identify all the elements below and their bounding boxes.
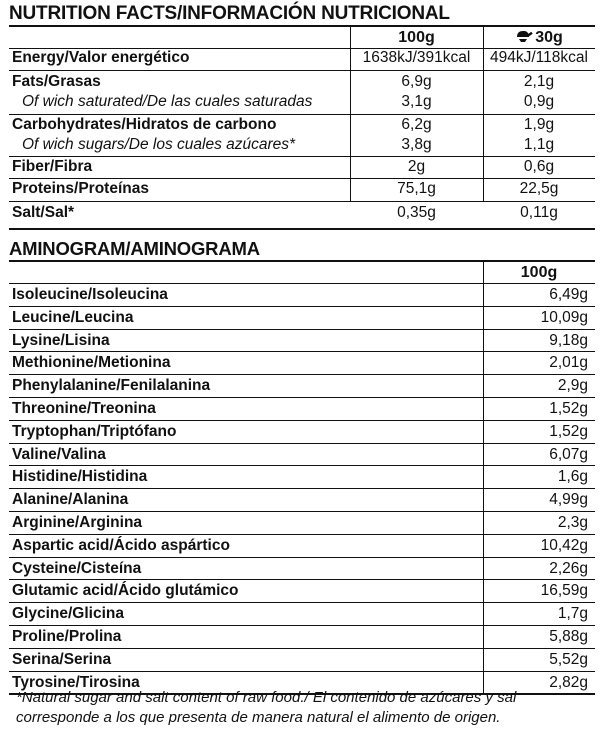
aminogram-row-label: Proline/Prolina bbox=[12, 628, 122, 645]
aminogram-row-label: Glutamic acid/Ácido glutámico bbox=[12, 582, 239, 599]
aminogram-row-divider bbox=[9, 671, 595, 672]
aminogram-row-divider bbox=[9, 306, 595, 307]
aminogram-row-value: 5,52g bbox=[549, 651, 588, 668]
aminogram-row-value: 10,09g bbox=[540, 309, 588, 326]
aminogram-row-value: 2,3g bbox=[557, 514, 588, 531]
aminogram-row-value: 5,88g bbox=[549, 628, 588, 645]
nutrition-row-label: Of wich sugars/De los cuales azúcares* bbox=[22, 136, 296, 153]
aminogram-row-divider bbox=[9, 625, 595, 626]
title-underline bbox=[9, 25, 595, 27]
aminogram-row-label: Tyrosine/Tirosina bbox=[12, 674, 140, 691]
footnote-line1: *Natural sugar and salt content of raw food./ El contenido de azúcares y sal bbox=[16, 689, 517, 706]
nutrition-row-value-30g: 0,11g bbox=[520, 204, 558, 221]
footnote-line2: corresponde a los que presenta de manera natural el alimento de origen. bbox=[16, 709, 501, 726]
aminogram-row-value: 2,82g bbox=[549, 674, 588, 691]
nutrition-row-value-30g: 2,1g bbox=[523, 73, 555, 90]
nutrition-col2-header-text: 30g bbox=[535, 29, 563, 46]
nutrition-row-value-100g: 1638kJ/391kcal bbox=[362, 49, 471, 66]
nutrition-row-value-30g: 1,1g bbox=[523, 136, 555, 153]
aminogram-row-label: Phenylalanine/Fenilalanina bbox=[12, 377, 211, 394]
aminogram-row-value: 1,52g bbox=[549, 423, 588, 440]
aminogram-row-divider bbox=[9, 557, 595, 558]
aminogram-row-label: Alanine/Alanina bbox=[12, 491, 129, 508]
aminogram-row-value: 6,07g bbox=[549, 446, 588, 463]
aminogram-row-divider bbox=[9, 511, 595, 512]
nutrition-row-value-100g: 6,9g bbox=[401, 73, 432, 90]
aminogram-col-header: 100g bbox=[520, 264, 558, 281]
aminogram-row-divider bbox=[9, 443, 595, 444]
nutrition-row-value-30g: 0,9g bbox=[523, 93, 555, 110]
aminogram-row-label: Arginine/Arginina bbox=[12, 514, 143, 531]
aminogram-row-value: 10,42g bbox=[540, 537, 588, 554]
aminogram-col-divider bbox=[483, 262, 484, 693]
aminogram-row-value: 1,6g bbox=[557, 468, 588, 485]
nutrition-row-label: Carbohydrates/Hidratos de carbono bbox=[12, 116, 277, 133]
scoop-icon bbox=[515, 28, 533, 50]
aminogram-row-value: 1,52g bbox=[549, 400, 588, 417]
nutrition-row-value-30g: 1,9g bbox=[523, 116, 555, 133]
aminogram-row-divider bbox=[9, 420, 595, 421]
nutrition-row-divider bbox=[9, 70, 595, 71]
aminogram-row-label: Valine/Valina bbox=[12, 446, 106, 463]
aminogram-row-value: 6,49g bbox=[549, 286, 588, 303]
nutrition-row-label: Energy/Valor energético bbox=[12, 49, 190, 66]
aminogram-row-label: Isoleucine/Isoleucina bbox=[12, 286, 168, 303]
nutrition-row-label: Fats/Grasas bbox=[12, 73, 101, 90]
aminogram-row-divider bbox=[9, 283, 595, 284]
aminogram-row-label: Lysine/Lisina bbox=[12, 332, 110, 349]
aminogram-row-label: Serina/Serina bbox=[12, 651, 112, 668]
nutrition-row-label: Fiber/Fibra bbox=[12, 158, 93, 175]
aminogram-row-label: Aspartic acid/Ácido aspártico bbox=[12, 537, 230, 554]
aminogram-row-label: Histidine/Histidina bbox=[12, 468, 148, 485]
aminogram-row-label: Leucine/Leucina bbox=[12, 309, 134, 326]
nutrition-row-label: Of wich saturated/De las cuales saturadas bbox=[22, 93, 313, 110]
aminogram-row-label: Tryptophan/Triptófano bbox=[12, 423, 177, 440]
nutrition-row-value-30g: 494kJ/118kcal bbox=[490, 49, 588, 66]
nutrition-row-value-100g: 75,1g bbox=[397, 180, 436, 197]
nutrition-title: NUTRITION FACTS/INFORMACIÓN NUTRICIONAL bbox=[9, 3, 450, 24]
aminogram-row-divider bbox=[9, 648, 595, 649]
nutrition-row-divider bbox=[9, 201, 595, 202]
aminogram-title: AMINOGRAM/AMINOGRAMA bbox=[9, 238, 260, 259]
nutrition-row-value-30g: 0,6g bbox=[523, 158, 555, 175]
aminogram-row-divider bbox=[9, 351, 595, 352]
aminogram-row-divider bbox=[9, 465, 595, 466]
aminogram-row-divider bbox=[9, 602, 595, 603]
nutrition-col1-header: 100g bbox=[398, 29, 435, 46]
nutrition-row-value-30g: 22,5g bbox=[519, 180, 559, 197]
nutrition-row-value-100g: 0,35g bbox=[397, 204, 436, 221]
aminogram-row-value: 9,18g bbox=[549, 332, 588, 349]
aminogram-row-label: Threonine/Treonina bbox=[12, 400, 156, 417]
aminogram-row-divider bbox=[9, 397, 595, 398]
aminogram-row-value: 2,9g bbox=[557, 377, 588, 394]
nutrition-row-value-100g: 2g bbox=[407, 158, 426, 175]
nutrition-row-label: Salt/Sal* bbox=[12, 204, 75, 221]
nutrition-col2-header bbox=[483, 28, 595, 50]
aminogram-row-divider bbox=[9, 374, 595, 375]
nutrition-row-value-100g: 3,8g bbox=[401, 136, 432, 153]
aminogram-row-label: Methionine/Metionina bbox=[12, 354, 171, 371]
aminogram-row-value: 2,01g bbox=[549, 354, 588, 371]
aminogram-row-value: 4,99g bbox=[549, 491, 588, 508]
nutrition-row-divider bbox=[9, 228, 595, 230]
aminogram-title-underline bbox=[9, 260, 595, 262]
nutrition-row-value-100g: 6,2g bbox=[401, 116, 432, 133]
aminogram-row-divider bbox=[9, 579, 595, 580]
aminogram-row-label: Glycine/Glicina bbox=[12, 605, 124, 622]
aminogram-row-value: 2,26g bbox=[549, 560, 588, 577]
aminogram-row-divider bbox=[9, 488, 595, 489]
aminogram-row-label: Cysteine/Cisteína bbox=[12, 560, 142, 577]
aminogram-row-divider bbox=[9, 329, 595, 330]
aminogram-row-divider bbox=[9, 534, 595, 535]
aminogram-row-value: 1,7g bbox=[557, 605, 588, 622]
nutrition-row-value-100g: 3,1g bbox=[401, 93, 432, 110]
nutrition-row-label: Proteins/Proteínas bbox=[12, 180, 149, 197]
aminogram-row-value: 16,59g bbox=[540, 582, 588, 599]
